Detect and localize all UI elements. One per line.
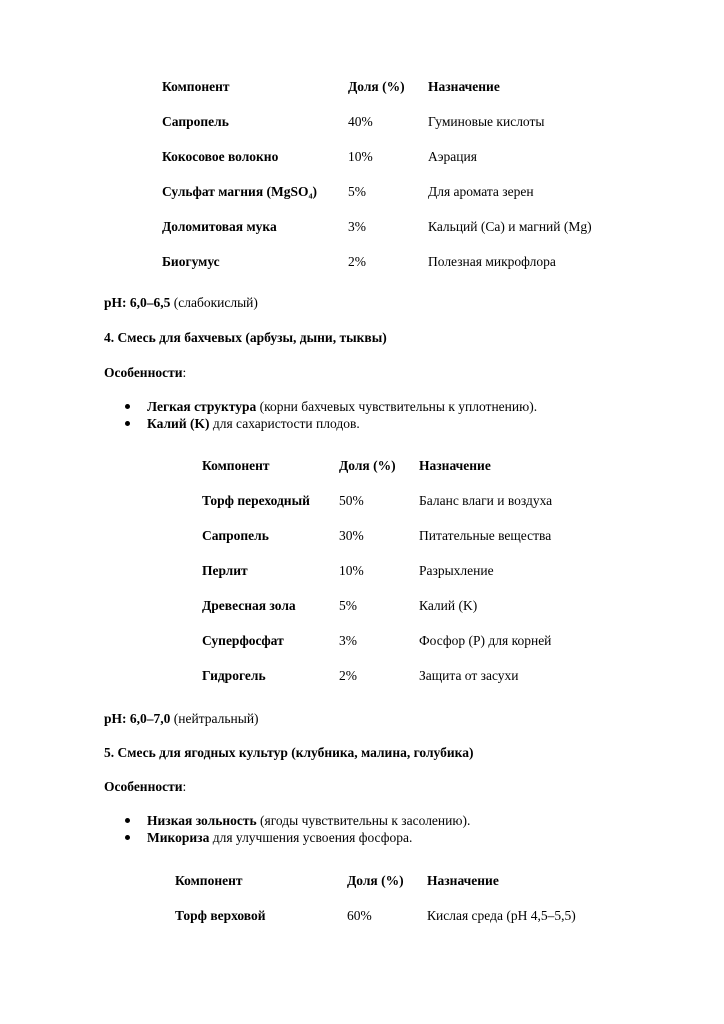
- bullet-bold: Низкая зольность: [147, 813, 257, 828]
- cell-purpose: Аэрация: [428, 149, 477, 164]
- list-item: [147, 399, 537, 415]
- header-component: Компонент: [175, 873, 243, 888]
- cell-purpose: Кальций (Ca) и магний (Mg): [428, 219, 592, 234]
- cell-share: 10%: [348, 149, 373, 164]
- cell-component: Торф верховой: [175, 908, 266, 923]
- cell-component: Кокосовое волокно: [162, 149, 279, 164]
- cell-purpose: Кислая среда (pH 4,5–5,5): [427, 908, 576, 923]
- cell-purpose: Калий (K): [419, 598, 478, 613]
- cell-purpose: Полезная микрофлора: [428, 254, 556, 269]
- header-purpose: Назначение: [427, 873, 499, 888]
- cell-purpose: Фосфор (P) для корней: [419, 633, 552, 648]
- cell-component: Биогумус: [162, 254, 220, 269]
- ph-line: [104, 711, 259, 727]
- ph-note: (нейтральный): [170, 711, 259, 726]
- cell-component: Сапропель: [162, 114, 229, 129]
- cell-purpose: Защита от засухи: [419, 668, 519, 683]
- cell-share: 5%: [339, 598, 357, 613]
- ph-value: : 6,0–7,0: [122, 711, 171, 726]
- list-item: [147, 416, 360, 432]
- list-item: [147, 813, 470, 829]
- bullet-icon: [125, 818, 130, 823]
- cell-purpose: Разрыхление: [419, 563, 494, 578]
- header-share: Доля (%): [348, 79, 405, 94]
- ph-label: pH: [104, 295, 123, 310]
- header-component: Компонент: [162, 79, 230, 94]
- cell-component: Доломитовая мука: [162, 219, 277, 234]
- bullet-bold: Калий (K): [147, 416, 210, 431]
- bullet-icon: [125, 421, 130, 426]
- cell-share: 50%: [339, 493, 364, 508]
- cell-component: Суперфосфат: [202, 633, 284, 648]
- bullet-text: (корни бахчевых чувствительны к уплотнению).: [256, 399, 538, 414]
- header-component: Компонент: [202, 458, 270, 473]
- cell-share: 60%: [347, 908, 372, 923]
- header-purpose: Назначение: [419, 458, 491, 473]
- section-title-text: 5. Смесь для ягодных культур (клубника, малина, голубика): [104, 745, 474, 760]
- bullet-bold: Легкая структура: [147, 399, 257, 414]
- bullet-text: для улучшения усвоения фосфора.: [209, 830, 413, 845]
- cell-purpose: Баланс влаги и воздуха: [419, 493, 553, 508]
- features-line: Особенности:: [104, 779, 187, 794]
- bullet-text: для сахаристости плодов.: [209, 416, 360, 431]
- cell-component: Древесная зола: [202, 598, 296, 613]
- header-share: Доля (%): [339, 458, 396, 473]
- section-title: [104, 745, 473, 761]
- section-title: [104, 330, 387, 346]
- ph-note: (слабокислый): [170, 295, 258, 310]
- ph-value: : 6,0–6,5: [122, 295, 171, 310]
- cell-purpose: Гуминовые кислоты: [428, 114, 545, 129]
- bullet-icon: [125, 835, 130, 840]
- features-label: Особенности: [104, 779, 183, 794]
- header-share: Доля (%): [347, 873, 404, 888]
- features-line: Особенности:: [104, 365, 187, 380]
- cell-share: 2%: [339, 668, 357, 683]
- bullet-text: (ягоды чувствительны к засолению).: [256, 813, 471, 828]
- cell-component: Сульфат магния (MgSO₄): [162, 184, 318, 199]
- bullet-icon: [125, 404, 130, 409]
- cell-share: 40%: [348, 114, 373, 129]
- cell-component: Сапропель: [202, 528, 269, 543]
- header-purpose: Назначение: [428, 79, 500, 94]
- cell-share: 5%: [348, 184, 366, 199]
- ph-label: pH: [104, 711, 123, 726]
- cell-share: 3%: [339, 633, 357, 648]
- list-item: [147, 830, 412, 846]
- cell-share: 10%: [339, 563, 364, 578]
- cell-share: 30%: [339, 528, 364, 543]
- features-label: Особенности: [104, 365, 183, 380]
- section-title-text: 4. Смесь для бахчевых (арбузы, дыни, тыквы): [104, 330, 387, 345]
- cell-purpose: Для аромата зерен: [428, 184, 534, 199]
- cell-component: Перлит: [202, 563, 248, 578]
- ph-line: [104, 295, 258, 311]
- cell-component: Гидрогель: [202, 668, 266, 683]
- cell-share: 3%: [348, 219, 366, 234]
- bullet-bold: Микориза: [147, 830, 210, 845]
- cell-share: 2%: [348, 254, 366, 269]
- cell-purpose: Питательные вещества: [419, 528, 552, 543]
- cell-component: Торф переходный: [202, 493, 310, 508]
